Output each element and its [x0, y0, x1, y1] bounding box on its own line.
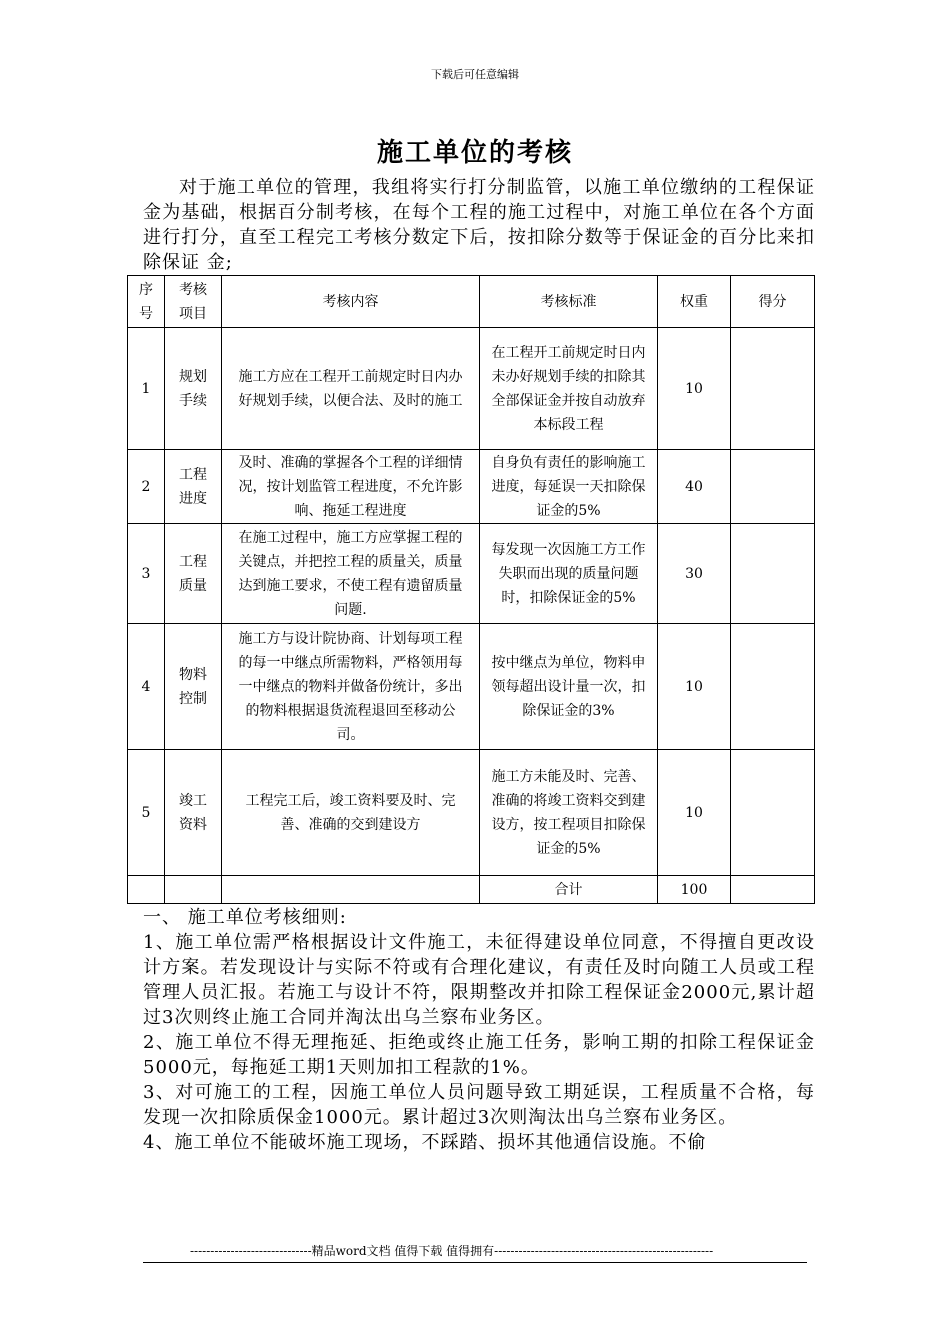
row-item: 规划手续	[165, 328, 222, 450]
row-content: 工程完工后，竣工资料要及时、完善、准确的交到建设方	[222, 750, 480, 876]
total-empty-cell	[165, 876, 222, 904]
row-item: 竣工资料	[165, 750, 222, 876]
footer-rule	[143, 1262, 807, 1263]
row-score	[731, 750, 815, 876]
header-weight: 权重	[658, 276, 731, 328]
row-content: 施工方与设计院协商、计划每项工程的每一中继点所需物料，严格领用每一中继点的物料并做备份统计，多出的物料根据退货流程退回至移动公司。	[222, 624, 480, 750]
rule-item: 3、对可施工的工程，因施工单位人员问题导致工期延误，工程质量不合格，每发现一次扣除质保金1000元。累计超过3次则淘汰出乌兰察布业务区。	[143, 1082, 815, 1128]
row-score	[731, 624, 815, 750]
rules-section	[143, 905, 815, 1155]
row-standard: 在工程开工前规定时日内未办好规划手续的扣除其全部保证金并按自动放弃本标段工程	[480, 328, 658, 450]
rule-item: 1、施工单位需严格根据设计文件施工，未征得建设单位同意，不得擅自更改设计方案。若发现设计与实际不符或有合理化建议，有责任及时向随工人员或工程管理人员汇报。若施工与设计不符，限期整改并扣除工程保证金2000元,累计超过3次则终止施工合同并淘汰出乌兰察布业务区。	[143, 932, 815, 1028]
table-row	[128, 624, 815, 750]
assessment-table	[127, 275, 815, 904]
table-row	[128, 328, 815, 450]
row-seq: 1	[128, 328, 165, 450]
row-weight: 10	[658, 750, 731, 876]
table-row	[128, 524, 815, 624]
page-footer: ------------------------------精品word文档 值得下载 值得拥有------------------------------------------------------	[190, 1244, 714, 1258]
total-label: 合计	[480, 876, 658, 904]
total-empty-cell	[222, 876, 480, 904]
row-item: 工程质量	[165, 524, 222, 624]
row-seq: 5	[128, 750, 165, 876]
row-content: 施工方应在工程开工前规定时日内办好规划手续，以便合法、及时的施工	[222, 328, 480, 450]
total-value: 100	[658, 876, 731, 904]
page-header-note: 下载后可任意编辑	[431, 68, 519, 81]
total-empty-cell	[128, 876, 165, 904]
header-standard: 考核标准	[480, 276, 658, 328]
row-seq: 2	[128, 450, 165, 524]
table-row	[128, 450, 815, 524]
header-seq: 序号	[128, 276, 165, 328]
row-seq: 3	[128, 524, 165, 624]
row-seq: 4	[128, 624, 165, 750]
table-row	[128, 750, 815, 876]
row-content: 及时、准确的掌握各个工程的详细情况，按计划监管工程进度，不允许影响、拖延工程进度	[222, 450, 480, 524]
row-weight: 10	[658, 328, 731, 450]
header-item: 考核项目	[165, 276, 222, 328]
row-weight: 30	[658, 524, 731, 624]
document-title: 施工单位的考核	[376, 138, 573, 168]
row-weight: 40	[658, 450, 731, 524]
intro-paragraph	[143, 175, 815, 275]
intro-text: 对于施工单位的管理，我组将实行打分制监管，以施工单位缴纳的工程保证金为基础，根据百分制考核，在每个工程的施工过程中，对施工单位在各个方面进行打分，直至工程完工考核分数定下后，按扣除分数等于保证金的百分比来扣除保证 金;	[143, 177, 815, 273]
header-score: 得分	[731, 276, 815, 328]
row-standard: 自身负有责任的影响施工进度，每延误一天扣除保证金的5%	[480, 450, 658, 524]
row-standard: 按中继点为单位，物料申领每超出设计量一次，扣除保证金的3%	[480, 624, 658, 750]
rule-item: 2、施工单位不得无理拖延、拒绝或终止施工任务，影响工期的扣除工程保证金5000元，每拖延工期1天则加扣工程款的1%。	[143, 1032, 815, 1078]
row-content: 在施工过程中，施工方应掌握工程的关键点，并把控工程的质量关，质量达到施工要求，不使工程有遗留质量问题.	[222, 524, 480, 624]
table-header-row	[128, 276, 815, 328]
row-score	[731, 328, 815, 450]
row-weight: 10	[658, 624, 731, 750]
row-standard: 施工方未能及时、完善、准确的将竣工资料交到建设方，按工程项目扣除保证金的5%	[480, 750, 658, 876]
row-item: 物料控制	[165, 624, 222, 750]
row-score	[731, 450, 815, 524]
rule-item: 4、施工单位不能破坏施工现场，不踩踏、损坏其他通信设施。不偷	[143, 1132, 707, 1153]
table-total-row	[128, 876, 815, 904]
total-score-cell	[731, 876, 815, 904]
row-standard: 每发现一次因施工方工作失职而出现的质量问题时，扣除保证金的5%	[480, 524, 658, 624]
header-content: 考核内容	[222, 276, 480, 328]
row-item: 工程进度	[165, 450, 222, 524]
section-heading: 一、 施工单位考核细则:	[143, 907, 347, 928]
row-score	[731, 524, 815, 624]
